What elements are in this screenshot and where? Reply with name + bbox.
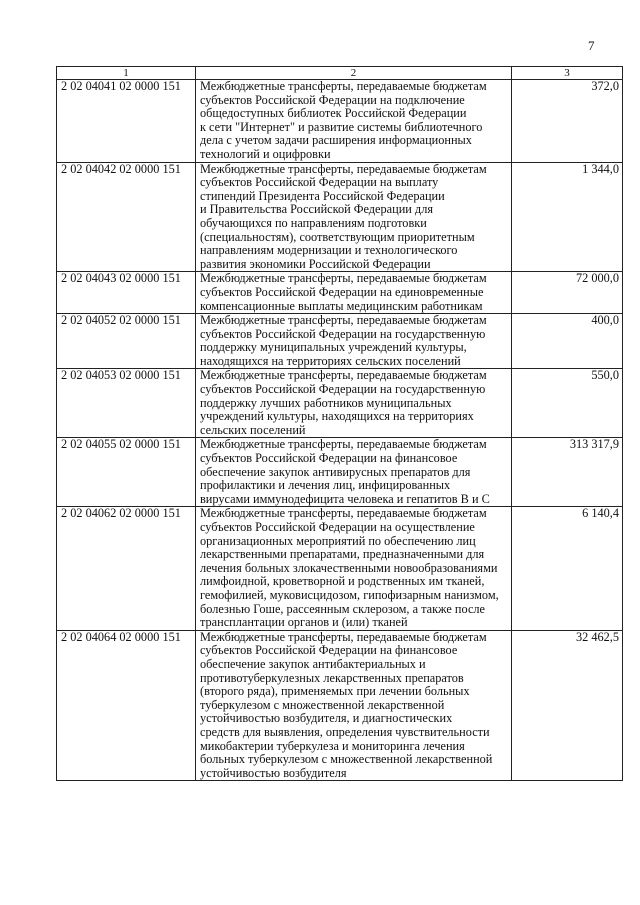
column-header-description: 2 — [196, 67, 512, 80]
table-row — [57, 630, 623, 781]
description-line: средств для выявления, определения чувствительности — [200, 724, 490, 739]
transfer-description — [196, 162, 512, 272]
description-line: профилактики и лечения лиц, инфицированных — [200, 478, 451, 493]
transfer-description — [196, 630, 512, 781]
description-line: находящихся на территориях сельских поселений — [200, 353, 461, 368]
description-line: устойчивостью возбудителя, и диагностических — [200, 711, 453, 726]
table-row — [57, 162, 623, 272]
table-body — [57, 80, 623, 781]
amount-value: 6 140,4 — [512, 507, 623, 630]
description-line: гемофилией, муковисцидозом, гипофизарным нанизмом, — [200, 587, 499, 602]
description-line: учреждений культуры, находящихся на территориях — [200, 409, 474, 424]
table-row — [57, 507, 623, 630]
description-line: обучающихся по направлениям подготовки — [200, 215, 427, 230]
description-line: Межбюджетные трансферты, передаваемые бюджетам — [200, 506, 487, 521]
description-line: вирусами иммунодефицита человека и гепатитов B и C — [200, 491, 490, 506]
table-row — [57, 314, 623, 369]
description-line: стипендий Президента Российской Федерации — [200, 188, 445, 203]
transfer-description — [196, 80, 512, 163]
table-row — [57, 272, 623, 314]
amount-value: 1 344,0 — [512, 162, 623, 272]
description-line: больных туберкулезом с множественной лекарственной — [200, 752, 493, 767]
description-line: к сети "Интернет" и развитие системы библиотечного — [200, 119, 483, 134]
classification-code: 2 02 04052 02 0000 151 — [57, 314, 196, 369]
description-line: микобактерии туберкулеза и мониторинга лечения — [200, 738, 465, 753]
transfer-description — [196, 507, 512, 630]
classification-code: 2 02 04053 02 0000 151 — [57, 369, 196, 438]
description-line: технологий и оцифровки — [200, 146, 331, 161]
description-line: лечения больных злокачественными новообразованиями — [200, 560, 498, 575]
description-line: субъектов Российской Федерации на государственную — [200, 326, 486, 341]
description-line: дела с учетом задачи расширения информационных — [200, 133, 472, 148]
description-line: болезнью Гоше, рассеянным склерозом, а также после — [200, 601, 486, 616]
budget-table — [56, 66, 623, 781]
description-line: сельских поселений — [200, 422, 306, 437]
transfer-description — [196, 369, 512, 438]
transfer-description — [196, 314, 512, 369]
transfer-description — [196, 272, 512, 314]
description-line: туберкулезом с множественной лекарственной — [200, 697, 445, 712]
description-line: лекарственными препаратами, предназначенными для — [200, 547, 485, 562]
amount-value: 372,0 — [512, 80, 623, 163]
amount-value: 313 317,9 — [512, 438, 623, 507]
amount-value: 72 000,0 — [512, 272, 623, 314]
description-line: обеспечение закупок антивирусных препаратов для — [200, 464, 471, 479]
description-line: поддержку муниципальных учреждений культуры, — [200, 340, 467, 355]
table-row — [57, 80, 623, 163]
classification-code: 2 02 04064 02 0000 151 — [57, 630, 196, 781]
description-line: развития экономики Российской Федерации — [200, 256, 431, 271]
description-line: противотуберкулезных лекарственных препаратов — [200, 670, 464, 685]
column-header-code: 1 — [57, 67, 196, 80]
description-line: Межбюджетные трансферты, передаваемые бюджетам — [200, 79, 487, 93]
description-line: Межбюджетные трансферты, передаваемые бюджетам — [200, 313, 487, 328]
description-line: субъектов Российской Федерации на финансовое — [200, 643, 458, 658]
transfer-description — [196, 438, 512, 507]
description-line: субъектов Российской Федерации на единовременные — [200, 284, 484, 299]
description-line: общедоступных библиотек Российской Федерации — [200, 106, 467, 121]
description-line: Межбюджетные трансферты, передаваемые бюджетам — [200, 629, 487, 644]
amount-value: 550,0 — [512, 369, 623, 438]
description-line: направлениям модернизации и технологического — [200, 243, 458, 258]
amount-value: 32 462,5 — [512, 630, 623, 781]
description-line: поддержку лучших работников муниципальных — [200, 395, 452, 410]
description-line: Межбюджетные трансферты, передаваемые бюджетам — [200, 161, 487, 176]
description-line: (специальностям), соответствующим приоритетным — [200, 229, 475, 244]
description-line: Межбюджетные трансферты, передаваемые бюджетам — [200, 437, 487, 452]
description-line: Межбюджетные трансферты, передаваемые бюджетам — [200, 368, 487, 383]
classification-code: 2 02 04042 02 0000 151 — [57, 162, 196, 272]
page-number: 7 — [588, 38, 595, 53]
classification-code: 2 02 04043 02 0000 151 — [57, 272, 196, 314]
amount-value: 400,0 — [512, 314, 623, 369]
column-header-amount: 3 — [512, 67, 623, 80]
classification-code: 2 02 04041 02 0000 151 — [57, 80, 196, 163]
description-line: субъектов Российской Федерации на выплату — [200, 175, 439, 190]
column-header-row — [57, 67, 623, 80]
description-line: и Правительства Российской Федерации для — [200, 202, 433, 217]
description-line: устойчивостью возбудителя — [200, 765, 347, 780]
classification-code: 2 02 04062 02 0000 151 — [57, 507, 196, 630]
description-line: субъектов Российской Федерации на подключение — [200, 92, 465, 107]
description-line: организационных мероприятий по обеспечению лиц — [200, 533, 476, 548]
description-line: (второго ряда), применяемых при лечении больных — [200, 684, 470, 699]
description-line: субъектов Российской Федерации на осуществление — [200, 520, 475, 534]
description-line: трансплантации органов и (или) тканей — [200, 615, 408, 630]
classification-code: 2 02 04055 02 0000 151 — [57, 438, 196, 507]
table-row — [57, 438, 623, 507]
description-line: субъектов Российской Федерации на государственную — [200, 382, 486, 397]
description-line: лимфоидной, кроветворной и родственных им тканей, — [200, 574, 485, 589]
description-line: Межбюджетные трансферты, передаваемые бюджетам — [200, 271, 487, 286]
description-line: субъектов Российской Федерации на финансовое — [200, 451, 458, 466]
description-line: компенсационные выплаты медицинским работникам — [200, 298, 483, 313]
table-row — [57, 369, 623, 438]
description-line: обеспечение закупок антибактериальных и — [200, 656, 426, 671]
